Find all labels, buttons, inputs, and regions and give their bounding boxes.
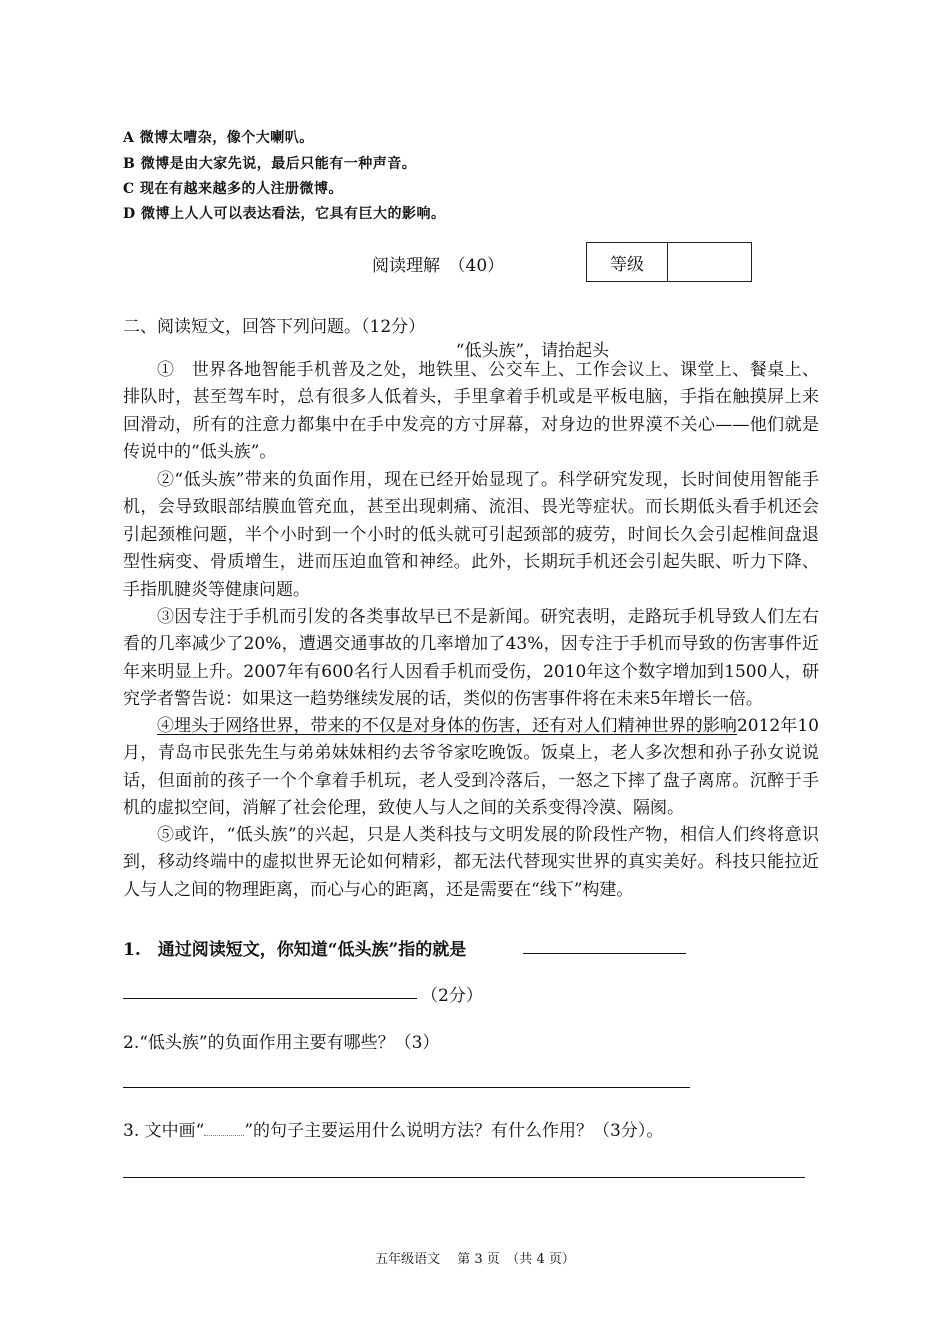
- underlined-sentence: ④埋头于网络世界，带来的不仅是对身体的伤害，还有对人们精神世界的影响: [157, 716, 737, 736]
- section-title: 阅读理解 （40）: [372, 256, 505, 276]
- q1-answer-line-2[interactable]: [123, 998, 417, 999]
- paragraph-1: ① 世界各地智能手机普及之处，地铁里、公交车上、工作会议上、课堂上、餐桌上、排队时，甚至驾车时，总有很多人低着头，手里拿着手机或是平板电脑，手指在触摸屏上来回滑动，所有的注意力都集中在手中发亮的方寸屏幕，对身边的世界漠不关心——他们就是传说中的“低头族”。: [123, 360, 819, 463]
- question-2: 2.“低头族”的负面作用主要有哪些？（3）: [123, 1033, 440, 1053]
- grade-value-cell[interactable]: [668, 243, 751, 281]
- q1-answer-line-1[interactable]: [523, 953, 686, 954]
- q3-answer-line[interactable]: [123, 1177, 805, 1178]
- part2-heading: 二、阅读短文，回答下列问题。（12分）: [123, 317, 426, 337]
- choice-d: D 微博上人人可以表达看法，它具有巨大的影响。: [123, 206, 446, 222]
- passage-title: “低头族”，请抬起头: [455, 341, 610, 361]
- paragraph-4: [123, 713, 819, 823]
- q3-text-before: 3. 文中画“: [123, 1121, 205, 1141]
- page-footer: 五年级语文 第 3 页 （共 4 页）: [375, 1252, 575, 1267]
- question-3: [123, 1116, 663, 1141]
- q2-answer-line[interactable]: [123, 1087, 690, 1088]
- choice-b: B 微博是由大家先说，最后只能有一种声音。: [123, 156, 417, 172]
- q3-marker-sample: [204, 1121, 244, 1136]
- choice-a: A 微博太嘈杂，像个大喇叭。: [123, 130, 314, 146]
- paragraph-4-rest: 2012年10月，青岛市民张先生与弟弟妹妹相约去爷爷家吃晚饭。饭桌上，老人多次想和孙子孙女说说话，但面前的孩子一个个拿着手机玩，老人受到冷落后，一怒之下摔了盘子离席。沉醉于手机的虚拟空间，消解了社会伦理，致使人与人之间的关系变得冷漠、隔阂。: [123, 716, 819, 819]
- choice-c: C 现在有越来越多的人注册微博。: [123, 181, 344, 197]
- paragraph-3: ③因专注于手机而引发的各类事故早已不是新闻。研究表明，走路玩手机导致人们左右看的几率减少了20%，遭遇交通事故的几率增加了43%，因专注于手机而导致的伤害事件近年来明显上升。2007年有600名行人因看手机而受伤，2010年这个数字增加到1500人，研究学者警告说：如果这一趋势继续发展的话，类似的伤害事件将在未来5年增长一倍。: [123, 607, 819, 710]
- grade-box: [586, 242, 752, 282]
- paragraph-2: ②“低头族”带来的负面作用，现在已经开始显现了。科学研究发现，长时间使用智能手机，会导致眼部结膜血管充血，甚至出现刺痛、流泪、畏光等症状。而长期低头看手机还会引起颈椎问题，半个小时到一个小时的低头就可引起颈部的疲劳，时间长久会引起椎间盘退型性病变、骨质增生，进而压迫血管和神经。此外，长期玩手机还会引起失眠、听力下降、手指肌腱炎等健康问题。: [123, 470, 819, 600]
- question-1: 1. 通过阅读短文，你知道“低头族”指的就是: [123, 940, 467, 960]
- q1-score: （2分）: [421, 986, 483, 1006]
- paragraph-5: ⑤或许，“低头族”的兴起，只是人类科技与文明发展的阶段性产物，相信人们终将意识到，移动终端中的虚拟世界无论如何精彩，都无法代替现实世界的真实美好。科技只能拉近人与人之间的物理距离，而心与心的距离，还是需要在“线下”构建。: [123, 825, 819, 900]
- grade-label: 等级: [587, 243, 668, 281]
- q3-text-after: ”的句子主要运用什么说明方法？有什么作用？（3分）。: [244, 1121, 664, 1141]
